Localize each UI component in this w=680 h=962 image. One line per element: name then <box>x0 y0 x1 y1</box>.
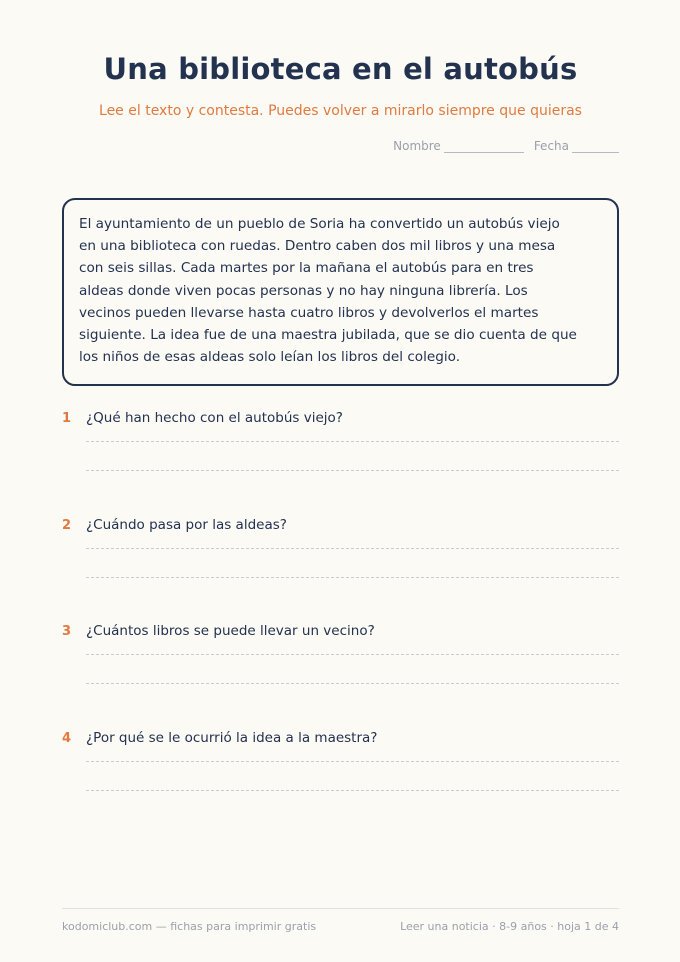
date-field[interactable] <box>572 140 619 153</box>
name-label: Nombre <box>393 139 441 153</box>
page-title: Una biblioteca en el autobús <box>103 52 578 86</box>
passage-line: vecinos pueden llevarse hasta cuatro libros y devolverlos el martes <box>79 304 539 321</box>
question-text: ¿Cuándo pasa por las aldeas? <box>86 517 287 533</box>
passage-line: con seis sillas. Cada martes por la mañana el autobús para en tres <box>79 260 534 277</box>
question-number: 2 <box>62 518 72 533</box>
question-text: ¿Qué han hecho con el autobús viejo? <box>86 410 343 426</box>
question-2 <box>62 517 619 537</box>
answer-line[interactable] <box>86 441 619 442</box>
question-number: 3 <box>62 624 72 639</box>
question-number: 1 <box>62 411 72 426</box>
answer-line[interactable] <box>86 470 619 471</box>
footer-site-credit: kodomiclub.com — fichas para imprimir gratis <box>62 920 317 933</box>
footer-divider <box>62 908 619 909</box>
question-text: ¿Por qué se le ocurrió la idea a la maestra? <box>86 730 378 746</box>
passage-line: El ayuntamiento de un pueblo de Soria ha convertido un autobús viejo <box>79 216 560 232</box>
question-4 <box>62 730 619 750</box>
question-text: ¿Cuántos libros se puede llevar un vecino? <box>86 623 375 639</box>
worksheet-page <box>62 0 619 962</box>
question-1 <box>62 410 619 430</box>
footer-sheet-info: Leer una noticia · 8-9 años · hoja 1 de 4 <box>400 920 619 933</box>
name-date-fields <box>393 139 619 153</box>
question-number: 4 <box>62 731 72 746</box>
name-field[interactable] <box>444 140 524 153</box>
answer-line[interactable] <box>86 548 619 549</box>
answer-line[interactable] <box>86 654 619 655</box>
answer-line[interactable] <box>86 683 619 684</box>
passage-line: siguiente. La idea fue de una maestra jubilada, que se dio cuenta de que <box>79 327 577 344</box>
passage-line: los niños de esas aldeas solo leían los libros del colegio. <box>79 349 461 366</box>
answer-line[interactable] <box>86 790 619 791</box>
answer-line[interactable] <box>86 577 619 578</box>
page-subtitle: Lee el texto y contesta. Puedes volver a mirarlo siempre que quieras <box>99 103 582 119</box>
date-label: Fecha <box>533 139 569 153</box>
passage-line: en una biblioteca con ruedas. Dentro caben dos mil libros y una mesa <box>79 238 556 255</box>
reading-passage <box>62 198 619 386</box>
passage-line: aldeas donde viven pocas personas y no hay ninguna librería. Los <box>79 282 528 299</box>
question-3 <box>62 623 619 643</box>
answer-line[interactable] <box>86 761 619 762</box>
